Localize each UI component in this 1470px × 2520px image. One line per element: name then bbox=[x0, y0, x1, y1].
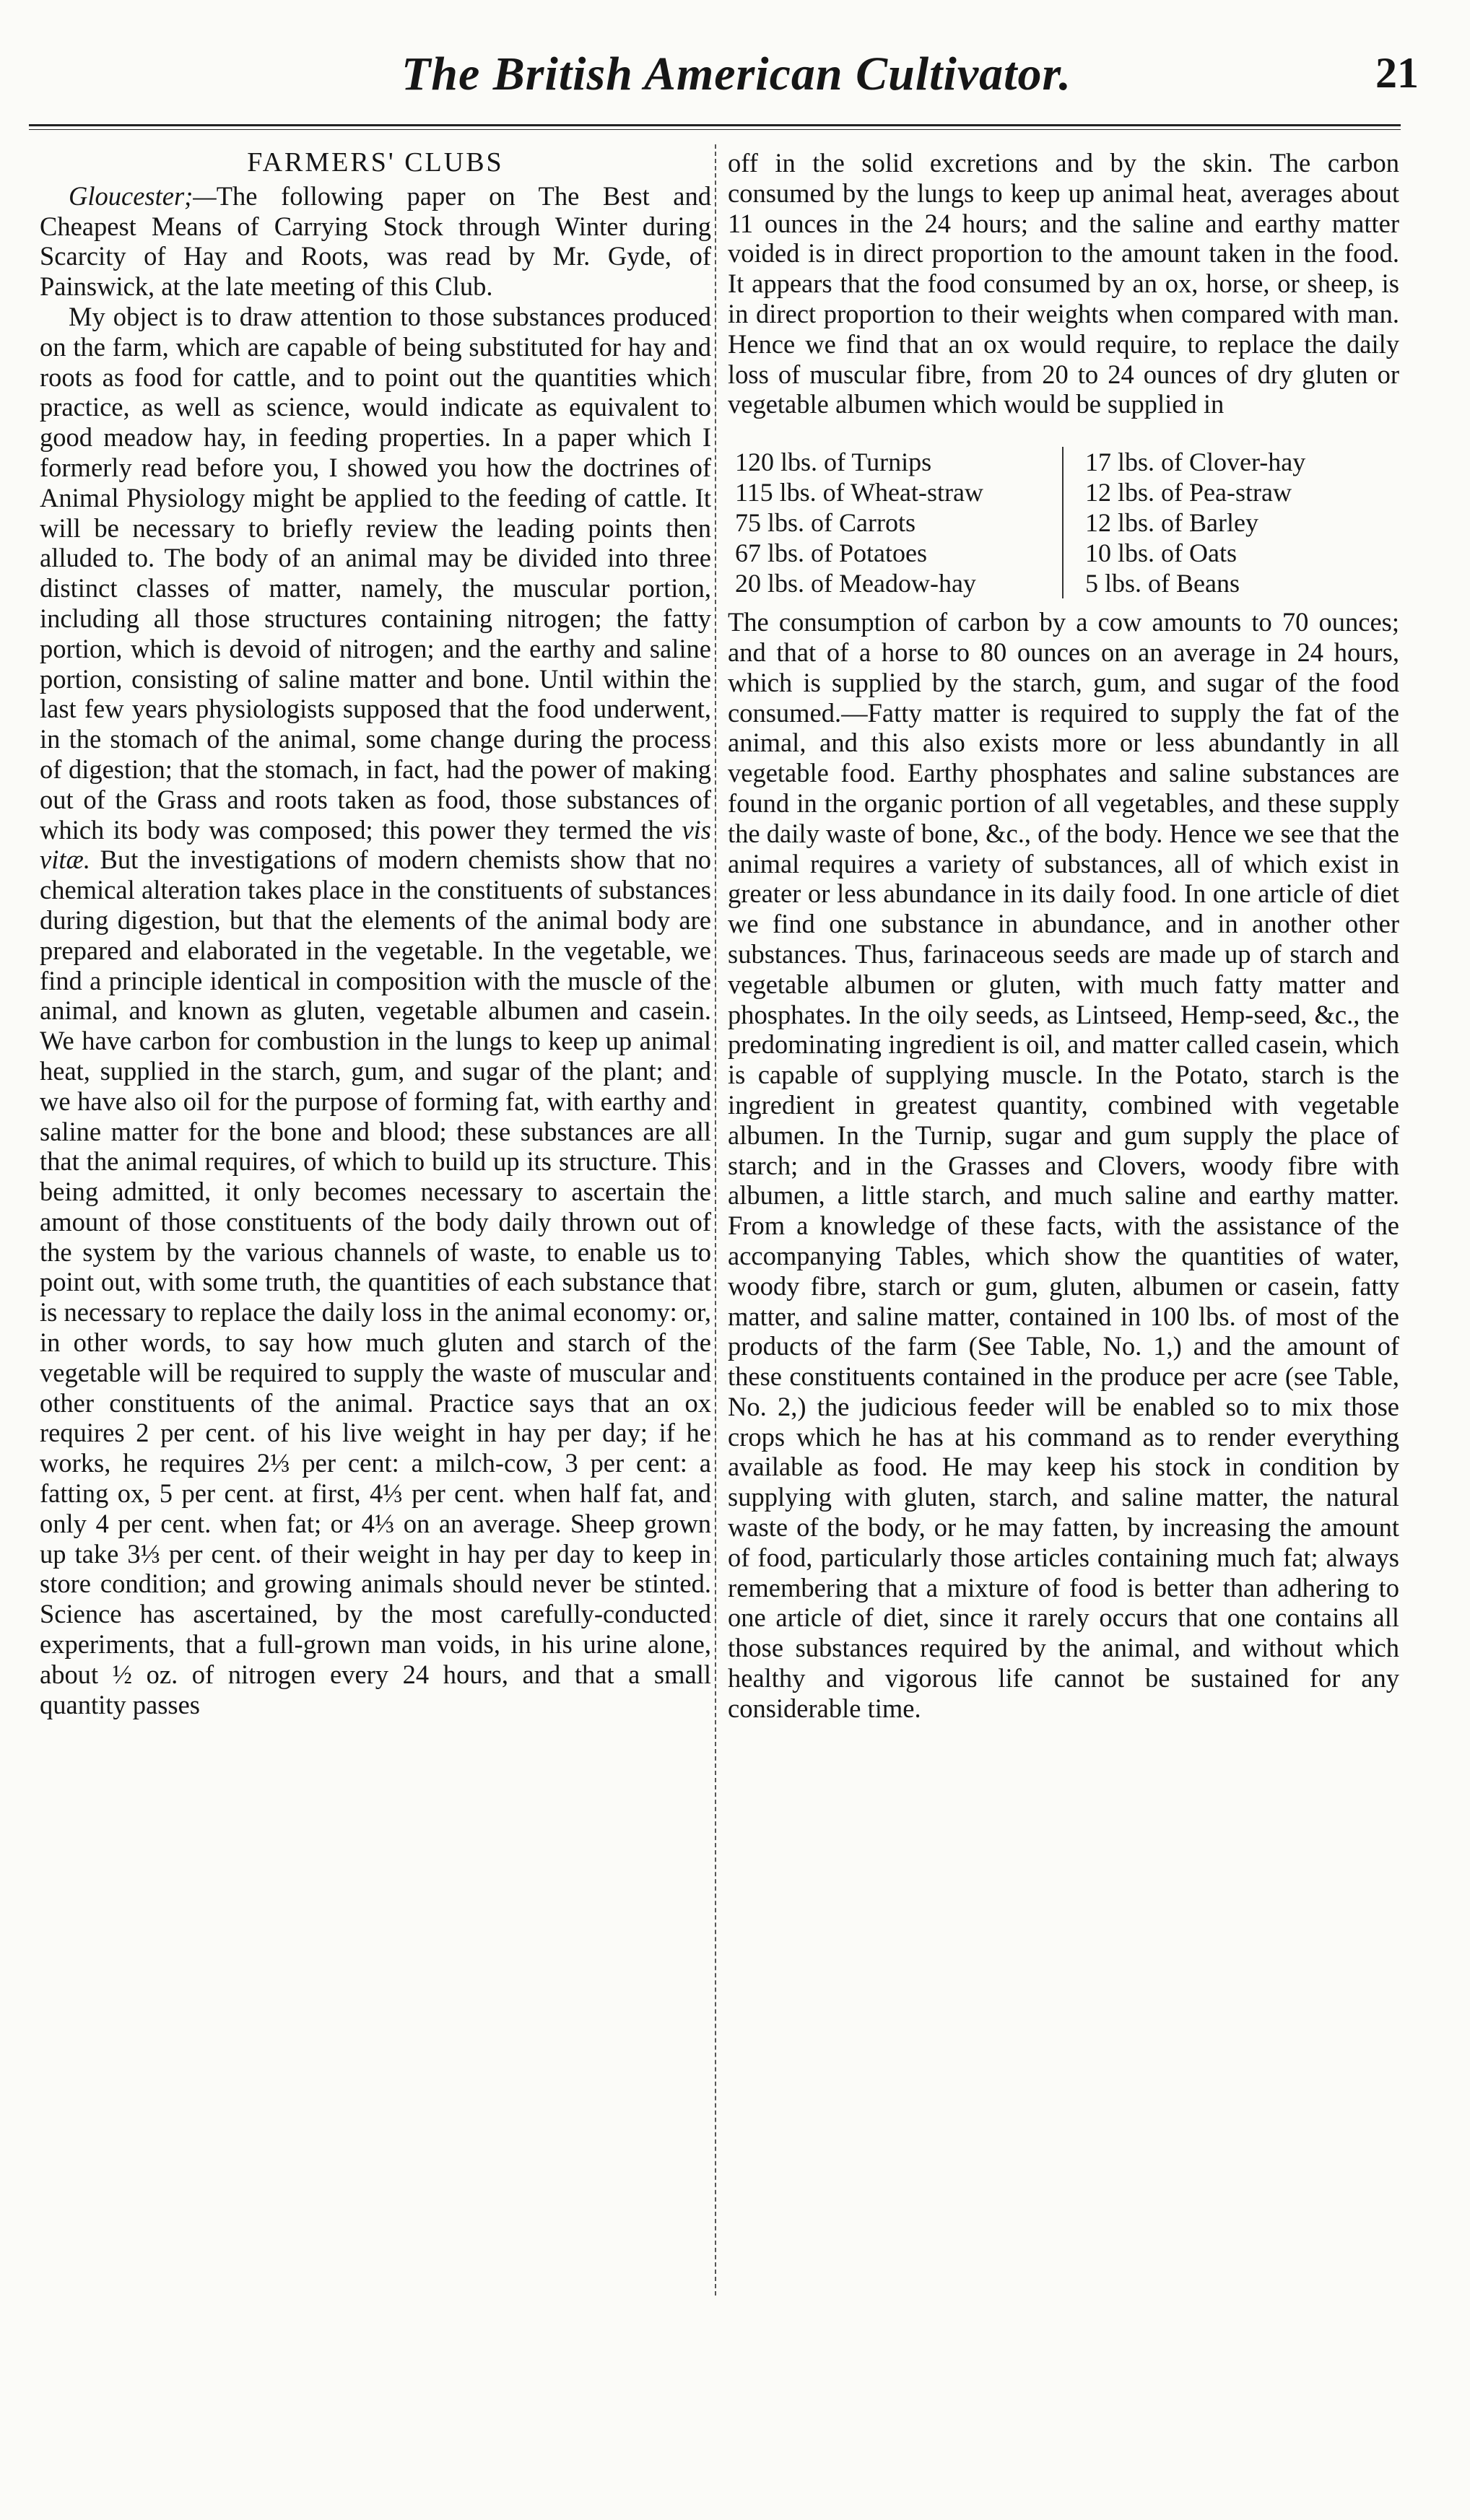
intro-place: Gloucester;— bbox=[69, 180, 217, 211]
feed-equivalents-table bbox=[728, 447, 1399, 598]
latin-term: vis vitæ. bbox=[40, 814, 711, 875]
column-divider bbox=[715, 144, 716, 2296]
feed-item: 75 lbs. of Carrots bbox=[735, 508, 916, 538]
continued-paragraph: off in the solid excretions and by the skin. The carbon consumed by the lungs to keep up animal heat, averages about 11 ounces in the 24 hours; and the saline and earthy matter voided is in direct proportion to the amount taken in the food. It appears that the food consumed by an ox, horse, or sheep, is in direct proportion to their weights when compared with man. Hence we find that an ox would require, to replace the daily loss of muscular fibre, from 20 to 24 ounces of dry gluten or vegetable albumen which would be supplied in bbox=[728, 148, 1399, 419]
body-paragraph-2: The consumption of carbon by a cow amounts to 70 ounces; and that of a horse to 80 ounces on an average in 24 hours, which is supplied by the starch, gum, and sugar of the food consumed.—Fatty matter is required to supply the fat of the animal, and this also exists more or less abundantly in all vegetable food. Earthy phosphates and saline substances are found in the organic portion of all vegetables, and these supply the daily waste of bone, &c., of the body. Hence we see that the animal requires a variety of substances, all of which exist in greater or less abundance in its daily food. In one article of diet we find one substance in abundance, and in another other substances. Thus, farinaceous seeds are made up of starch and vegetable albumen or gluten, with much fatty matter and phosphates. In the oily seeds, as Lintseed, Hemp-seed, &c., the predominating ingredient is oil, and matter called casein, which is capable of supplying muscle. In the Potato, starch is the ingredient in greatest quantity, combined with vegetable albumen. In the Turnip, sugar and gum supply the place of starch; and in the Grasses and Clovers, woody fibre with albumen, a little starch, and much saline and earthy matter. From a knowledge of these facts, with the assistance of the accompanying Tables, which show the quantities of water, woody fibre, starch or gum, gluten, albumen or casein, fatty matter, and saline matter, contained in 100 lbs. of most of the products of the farm (See Table, No. 1,) and the amount of these constituents contained in the produce per acre (see Table, No. 2,) the judicious feeder will be enabled so to mix those crops which he has at his command as to render everything available as food. He may keep his stock in condition by supplying with gluten, starch, and saline matter, the natural waste of the body, or he may fatten, by increasing the amount of food, particularly those articles containing much fat; always remembering that a mixture of food is better than adhering to one article of diet, since it rarely occurs that one contains all those substances required by the animal, and without which healthy and vigorous life cannot be sustained for any considerable time. bbox=[728, 607, 1399, 1723]
right-column bbox=[728, 148, 1399, 1724]
publication-title: The British American Cultivator. bbox=[401, 48, 1072, 100]
body-paragraph bbox=[40, 302, 711, 1719]
feed-item: 12 lbs. of Barley bbox=[1085, 508, 1258, 538]
feed-item: 67 lbs. of Potatoes bbox=[735, 539, 927, 568]
feed-item: 17 lbs. of Clover-hay bbox=[1085, 448, 1306, 477]
left-column bbox=[40, 148, 711, 1719]
feed-item: 10 lbs. of Oats bbox=[1085, 539, 1237, 568]
page-number: 21 bbox=[1375, 49, 1419, 97]
feed-item: 12 lbs. of Pea-straw bbox=[1085, 478, 1292, 507]
feed-item: 5 lbs. of Beans bbox=[1085, 569, 1240, 598]
body-text-part2: But the investigations of modern chemists show that no chemical alteration takes place in the constituents of substances during digestion, but that the elements of the animal body are prepared and elaborated in the vegetable. In the vegetable, we find a principle identical in composition with the muscle of the animal, and known as gluten, vegetable albumen and casein. We have carbon for combustion in the lungs to keep up animal heat, supplied in the starch, gum, and sugar of the plant; and we have also oil for the purpose of forming fat, with earthy and saline matter for the bone and blood; these substances are all that the animal requires, of which to build up its structure. This being admitted, it only becomes necessary to ascertain the amount of those constituents of the body daily thrown out of the system by the various channels of waste, to enable us to point out, with some truth, the quantities of each substance that is necessary to replace the daily loss in the animal economy: or, in other words, to say how much gluten and starch of the vegetable will be required to supply the waste of muscular and other constituents of the animal. Practice says that an ox requires 2 per cent. of his live weight in hay per day; if he works, he requires 2⅓ per cent: a milch-cow, 3 per cent: a fatting ox, 5 per cent. at first, 4⅓ per cent. when half fat, and only 4 per cent. when fat; or 4⅓ on an average. Sheep grown up take 3⅓ per cent. of their weight in hay per day to keep in store condition; and growing animals should never be stinted. Science has ascertained, by the most carefully-conducted experiments, that a full-grown man voids, in his urine alone, about ½ oz. of nitrogen every 24 hours, and that a small quantity passes bbox=[40, 845, 711, 1719]
intro-text: The following paper on The Best and Cheapest Means of Carrying Stock through Winter during Scarcity of Hay and Roots, was read by Mr. Gyde, of Painswick, at the late meeting of this Club. bbox=[40, 180, 711, 302]
feed-list-left bbox=[728, 447, 1064, 598]
feed-item: 20 lbs. of Meadow-hay bbox=[735, 569, 976, 598]
body-text-part1: My object is to draw attention to those substances produced on the farm, which are capable of being substituted for hay and roots as food for cattle, and to point out the quantities which practice, as well as science, would indicate as equivalent to good meadow hay, in feeding properties. In a paper which I formerly read before you, I showed you how the doctrines of Animal Physiology might be applied to the feeding of cattle. It will be necessary to briefly review the leading points then alluded to. The body of an animal may be divided into three distinct classes of matter, namely, the muscular portion, including all those structures containing nitrogen; the fatty portion, which is devoid of nitrogen; and the earthy and saline portion, consisting of saline matter and bone. Until within the last few years physiologists supposed that the food underwent, in the stomach of the animal, some change during the process of digestion; that the stomach, in fact, had the power of making out of the Grass and roots taken as food, those substances of which its body was composed; this power they termed the bbox=[40, 301, 711, 845]
header-rule bbox=[29, 124, 1401, 130]
feed-list-right bbox=[1064, 447, 1399, 598]
intro-paragraph bbox=[40, 181, 711, 302]
section-heading: FARMERS' CLUBS bbox=[247, 147, 504, 178]
feed-item: 120 lbs. of Turnips bbox=[735, 448, 932, 477]
feed-item: 115 lbs. of Wheat-straw bbox=[735, 478, 983, 507]
masthead bbox=[29, 40, 1433, 119]
